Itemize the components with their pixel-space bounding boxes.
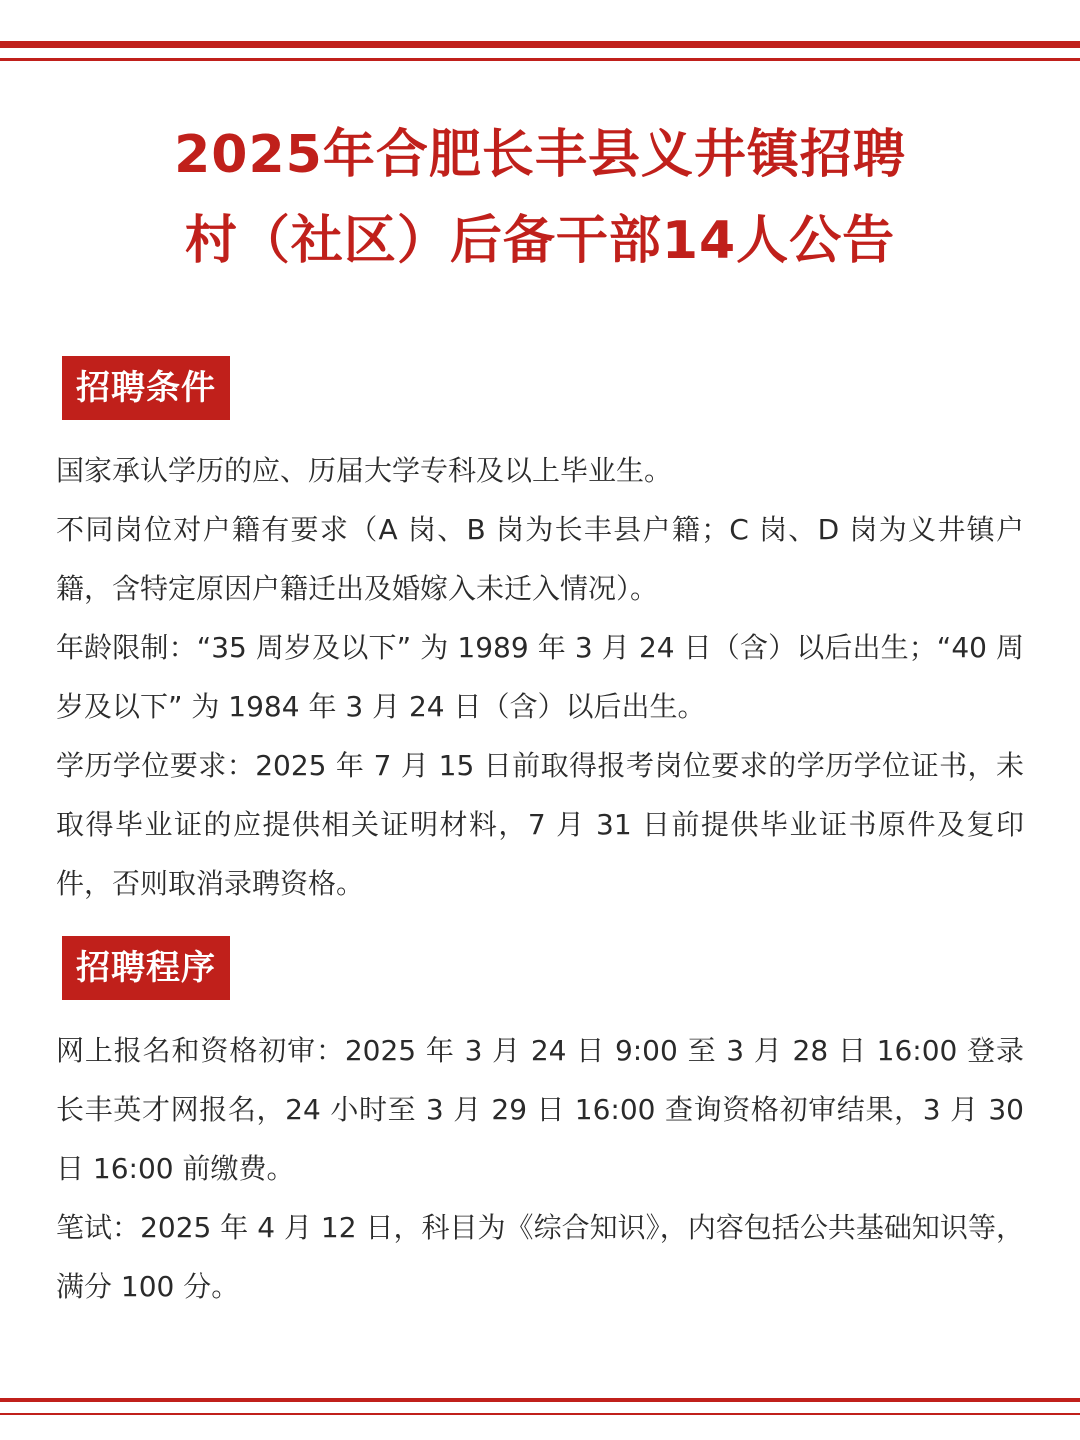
top-border-thin (0, 58, 1080, 61)
requirement-degree: 学历学位要求：2025 年 7 月 15 日前取得报考岗位要求的学历学位证书，未取得毕业证的应提供相关证明材料，7 月 31 日前提供毕业证书原件及复印件，否则取消录聘资格。 (56, 749, 1024, 900)
section-label-requirements: 招聘条件 (62, 356, 230, 420)
requirements-body (56, 441, 1024, 913)
top-border-thick (0, 41, 1080, 48)
procedure-body (56, 1021, 1024, 1316)
procedure-registration: 网上报名和资格初审：2025 年 3 月 24 日 9:00 至 3 月 28 日 16:00 登录长丰英才网报名，24 小时至 3 月 29 日 16:00 查询资格初审结果，3 月 30 日 16:00 前缴费。 (56, 1034, 1024, 1185)
requirement-household: 不同岗位对户籍有要求（A 岗、B 岗为长丰县户籍；C 岗、D 岗为义井镇户籍，含特定原因户籍迁出及婚嫁入未迁入情况）。 (56, 513, 1024, 605)
bottom-border-thin (0, 1413, 1080, 1415)
requirement-education: 国家承认学历的应、历届大学专科及以上毕业生。 (56, 454, 673, 487)
bottom-border-thick (0, 1398, 1080, 1402)
section-label-procedure: 招聘程序 (62, 936, 230, 1000)
requirement-age: 年龄限制：“35 周岁及以下” 为 1989 年 3 月 24 日（含）以后出生；“40 周岁及以下” 为 1984 年 3 月 24 日（含）以后出生。 (56, 631, 1024, 723)
title-line-2: 村（社区）后备干部14人公告 (184, 211, 896, 271)
procedure-written-exam: 笔试：2025 年 4 月 12 日，科目为《综合知识》，内容包括公共基础知识等，满分 100 分。 (56, 1211, 1024, 1303)
page-title (0, 112, 1080, 284)
title-line-1: 2025年合肥长丰县义井镇招聘 (174, 125, 906, 185)
